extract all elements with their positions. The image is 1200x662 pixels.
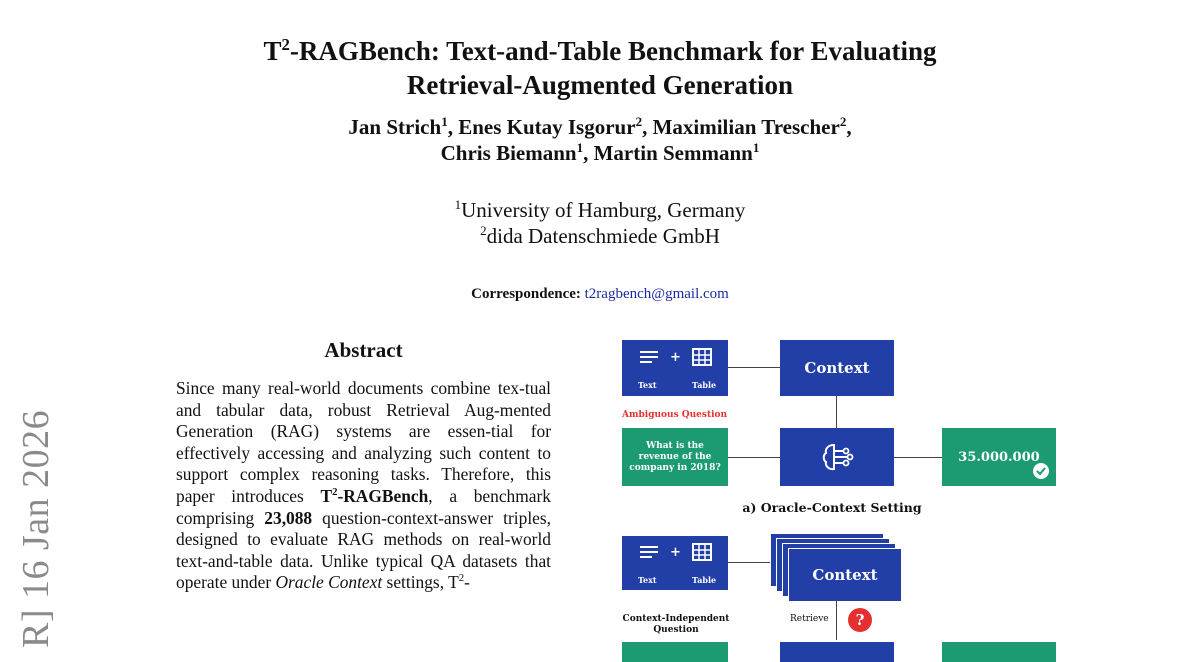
author: Maximilian Trescher [652,115,840,139]
llm-box-2 [780,642,894,662]
caption-oracle-context: a) Oracle-Context Setting [742,500,922,515]
table-icon [692,543,712,561]
email-link[interactable]: t2ragbench@gmail.com [584,286,729,302]
question-mark-icon: ? [848,608,872,632]
llm-box [780,428,894,486]
text-icon [640,545,658,561]
table-icon [692,348,712,366]
affiliations: $^1$University of Hamburg, Germany $^2$dida Datenschmiede GmbH [454,197,746,248]
text-label: Text [638,380,657,390]
arxiv-stamp: R] 16 Jan 2026 [15,409,57,648]
arrow [836,600,837,640]
question-box-2 [622,642,728,662]
text-label: Text [638,575,657,585]
arrow [836,396,837,428]
author: Enes Kutay Isgorur [458,115,636,139]
arrow [728,562,772,563]
brain-icon [820,441,854,473]
plus-sign: + [670,545,681,560]
table-label: Table [692,575,717,585]
abstract-text: Since many real-world documents combine tex-tual and tabular data, robust Retrieval Aug-mented Generation (RAG) systems are essen-tial for effectively accessing and analyzing such content to support complex reasoning tasks. Therefore, this paper introduces $T^2$-RAGBench, a benchmark comprising 23,088 question-context-answer triples, designed to evaluate RAG methods on real-world text-and-table data. Unlike typical QA datasets that operate under Oracle Context settings, $T^2-$ [176,378,551,593]
author: Chris Biemann [440,141,577,165]
benchmark-figure [600,330,1080,648]
abstract-heading: Abstract [324,338,403,362]
plus-sign: + [670,350,681,365]
retrieve-label: Retrieve [790,614,829,624]
question-box: What is the revenue of the company in 2018? [622,428,728,486]
arrow [728,367,780,368]
answer-box-2 [942,642,1056,662]
context-independent-label: Context-Independent Question [622,614,730,635]
context-stack-front: Context [788,548,902,602]
correspondence: Correspondence: t2ragbench@gmail.com [471,286,729,302]
author-list: Jan Strich$^1$, Enes Kutay Isgorur$^2$, Maximilian Trescher$^2$, Chris Biemann$^1$, Martin Semmann$^1$ [348,114,852,165]
arrow [728,457,780,458]
context-box: Context [780,340,894,396]
text-icon [640,350,658,366]
arrow [894,457,942,458]
paper-title: $T^2$-RAGBench: Text-and-Table Benchmark for Evaluating Retrieval-Augmented Generation [263,35,937,100]
author: Martin Semmann [593,141,753,165]
answer-box: 35.000.000 [942,428,1056,486]
table-label: Table [692,380,717,390]
author: Jan Strich [348,115,442,139]
check-icon [1032,462,1050,480]
ambiguous-question-label: Ambiguous Question [622,410,728,420]
